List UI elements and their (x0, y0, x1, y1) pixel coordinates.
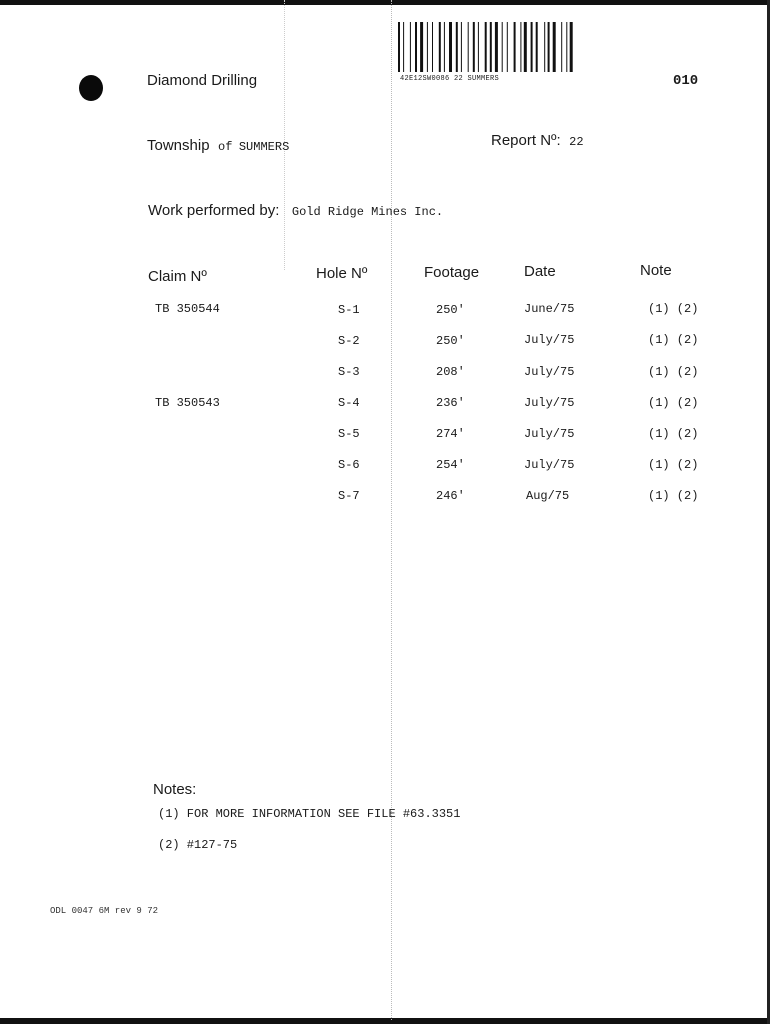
col-header-footage: Footage (424, 264, 480, 281)
note-2: (2) #127-75 (158, 838, 238, 852)
table-row-6-footage: 254' (436, 458, 465, 472)
table-row-2-note: (1) (2) (648, 333, 699, 347)
col-header-date: Date (524, 263, 556, 280)
table-row-5-footage: 274' (436, 427, 465, 441)
fold-line-top (284, 0, 285, 270)
township-of: of (218, 140, 233, 154)
township-label: Township (147, 137, 210, 154)
barcode-caption: 42E12SW0086 22 SUMMERS (400, 75, 500, 83)
table-row-2-footage: 250' (436, 334, 465, 348)
table-row-4-hole: S-4 (338, 396, 360, 410)
township-line (147, 137, 289, 155)
note-1: (1) FOR MORE INFORMATION SEE FILE #63.3351 (158, 807, 461, 821)
report-label: Report Nº: (491, 132, 561, 149)
report-line (491, 132, 584, 150)
table-row-6-date: July/75 (524, 458, 575, 472)
table-row-1-date: June/75 (524, 302, 575, 316)
table-row-7-date: Aug/75 (526, 489, 570, 503)
township-value: SUMMERS (238, 140, 290, 154)
scan-border-bottom (0, 1018, 770, 1024)
table-row-7-note: (1) (2) (648, 489, 699, 503)
scan-border-top (0, 0, 770, 5)
table-row-6-note: (1) (2) (648, 458, 699, 472)
table-row-1-hole: S-1 (338, 303, 360, 317)
col-header-hole: Hole Nº (316, 265, 368, 282)
work-value: Gold Ridge Mines Inc. (291, 205, 444, 219)
table-row-7-hole: S-7 (338, 489, 360, 503)
table-row-6-hole: S-6 (338, 458, 360, 472)
table-row-2-hole: S-2 (338, 334, 360, 348)
table-row-3-hole: S-3 (338, 365, 360, 379)
page-title: Diamond Drilling (147, 72, 258, 89)
form-code: ODL 0047 6M rev 9 72 (50, 906, 159, 916)
col-header-note: Note (640, 262, 672, 279)
barcode-image (398, 22, 616, 72)
notes-heading: Notes: (153, 781, 197, 798)
table-row-4-footage: 236' (436, 396, 465, 410)
fold-line (391, 0, 392, 1020)
table-row-5-date: July/75 (524, 427, 575, 441)
table-row-4-date: July/75 (524, 396, 575, 410)
table-row-3-note: (1) (2) (648, 365, 699, 379)
table-row-5-note: (1) (2) (648, 427, 699, 441)
table-row-7-footage: 246' (436, 489, 465, 503)
table-row-1-note: (1) (2) (648, 302, 699, 316)
col-header-claim: Claim Nº (148, 268, 207, 285)
table-row-4-claim: TB 350543 (155, 396, 220, 410)
report-number: 22 (569, 135, 584, 149)
table-row-1-claim: TB 350544 (155, 302, 220, 316)
table-row-3-date: July/75 (524, 365, 575, 379)
table-row-4-note: (1) (2) (648, 396, 699, 410)
punch-hole (79, 75, 103, 101)
table-row-2-date: July/75 (524, 333, 575, 347)
table-row-5-hole: S-5 (338, 427, 360, 441)
table-row-1-footage: 250' (436, 303, 465, 317)
work-label: Work performed by: (148, 202, 280, 219)
page-code: 010 (673, 73, 699, 89)
work-line (148, 202, 443, 220)
table-row-3-footage: 208' (436, 365, 465, 379)
